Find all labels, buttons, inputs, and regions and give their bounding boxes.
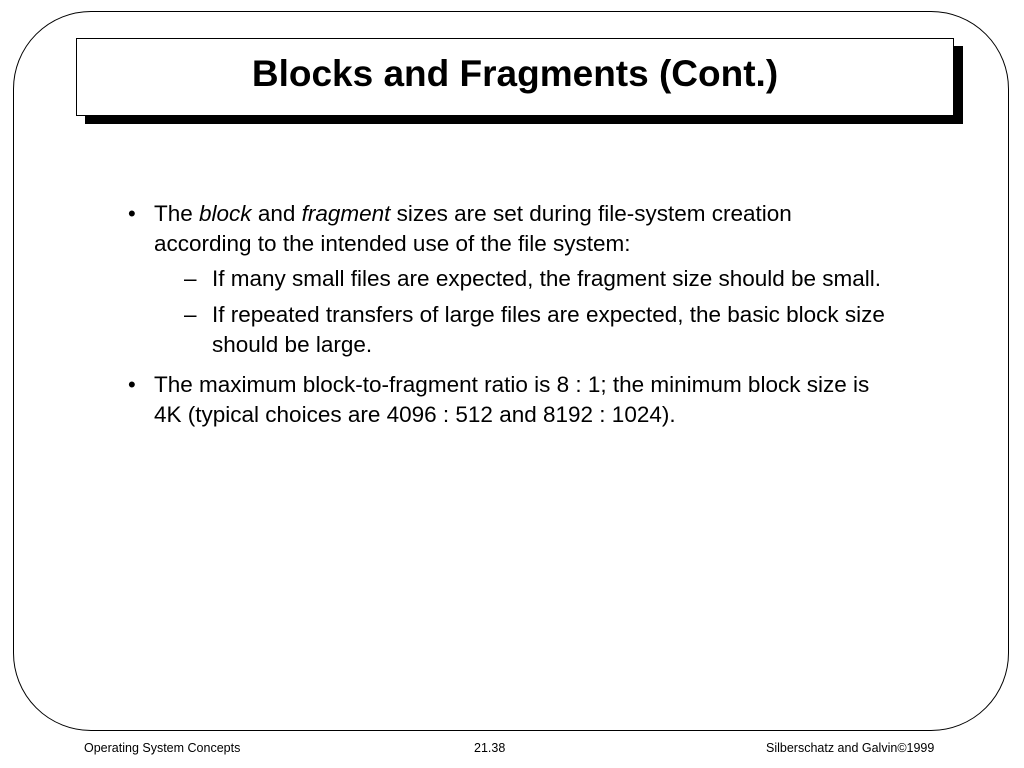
bullet-text [154,199,888,259]
sub-item [154,264,888,294]
bullet-text-segment: and [251,201,302,226]
slide-title: Blocks and Fragments (Cont.) [251,53,779,94]
sub-list [154,264,888,360]
sub-marker: – [184,302,197,327]
sub-item [154,300,888,360]
footer-course-title: Operating System Concepts [84,741,241,755]
bullet-text-segment: The maximum block-to-fragment ratio is 8 : 1; the minimum block size is 4K (typical choices are 4096 : 512 and 8192 : 1024). [154,372,870,427]
slide-content [128,199,888,430]
title-box [76,38,954,116]
footer-page-number: 21.38 [474,741,506,755]
bullet-item [128,199,888,360]
bullet-marker: • [128,372,136,397]
sub-item-text: If repeated transfers of large files are expected, the basic block size should be large. [212,302,885,357]
bullet-text-segment: sizes are set during file-system creation according to the intended use of the file system: [154,201,792,256]
bullet-text [154,370,888,430]
sub-marker: – [184,266,197,291]
bullet-text-segment: The [154,201,200,226]
bullet-marker: • [128,201,136,226]
term-block: block [199,201,252,226]
term-fragment: fragment [301,201,391,226]
sub-item-text: If many small files are expected, the fragment size should be small. [212,266,882,291]
bullet-item [128,370,888,430]
footer-copyright: Silberschatz and Galvin©1999 [766,741,935,755]
